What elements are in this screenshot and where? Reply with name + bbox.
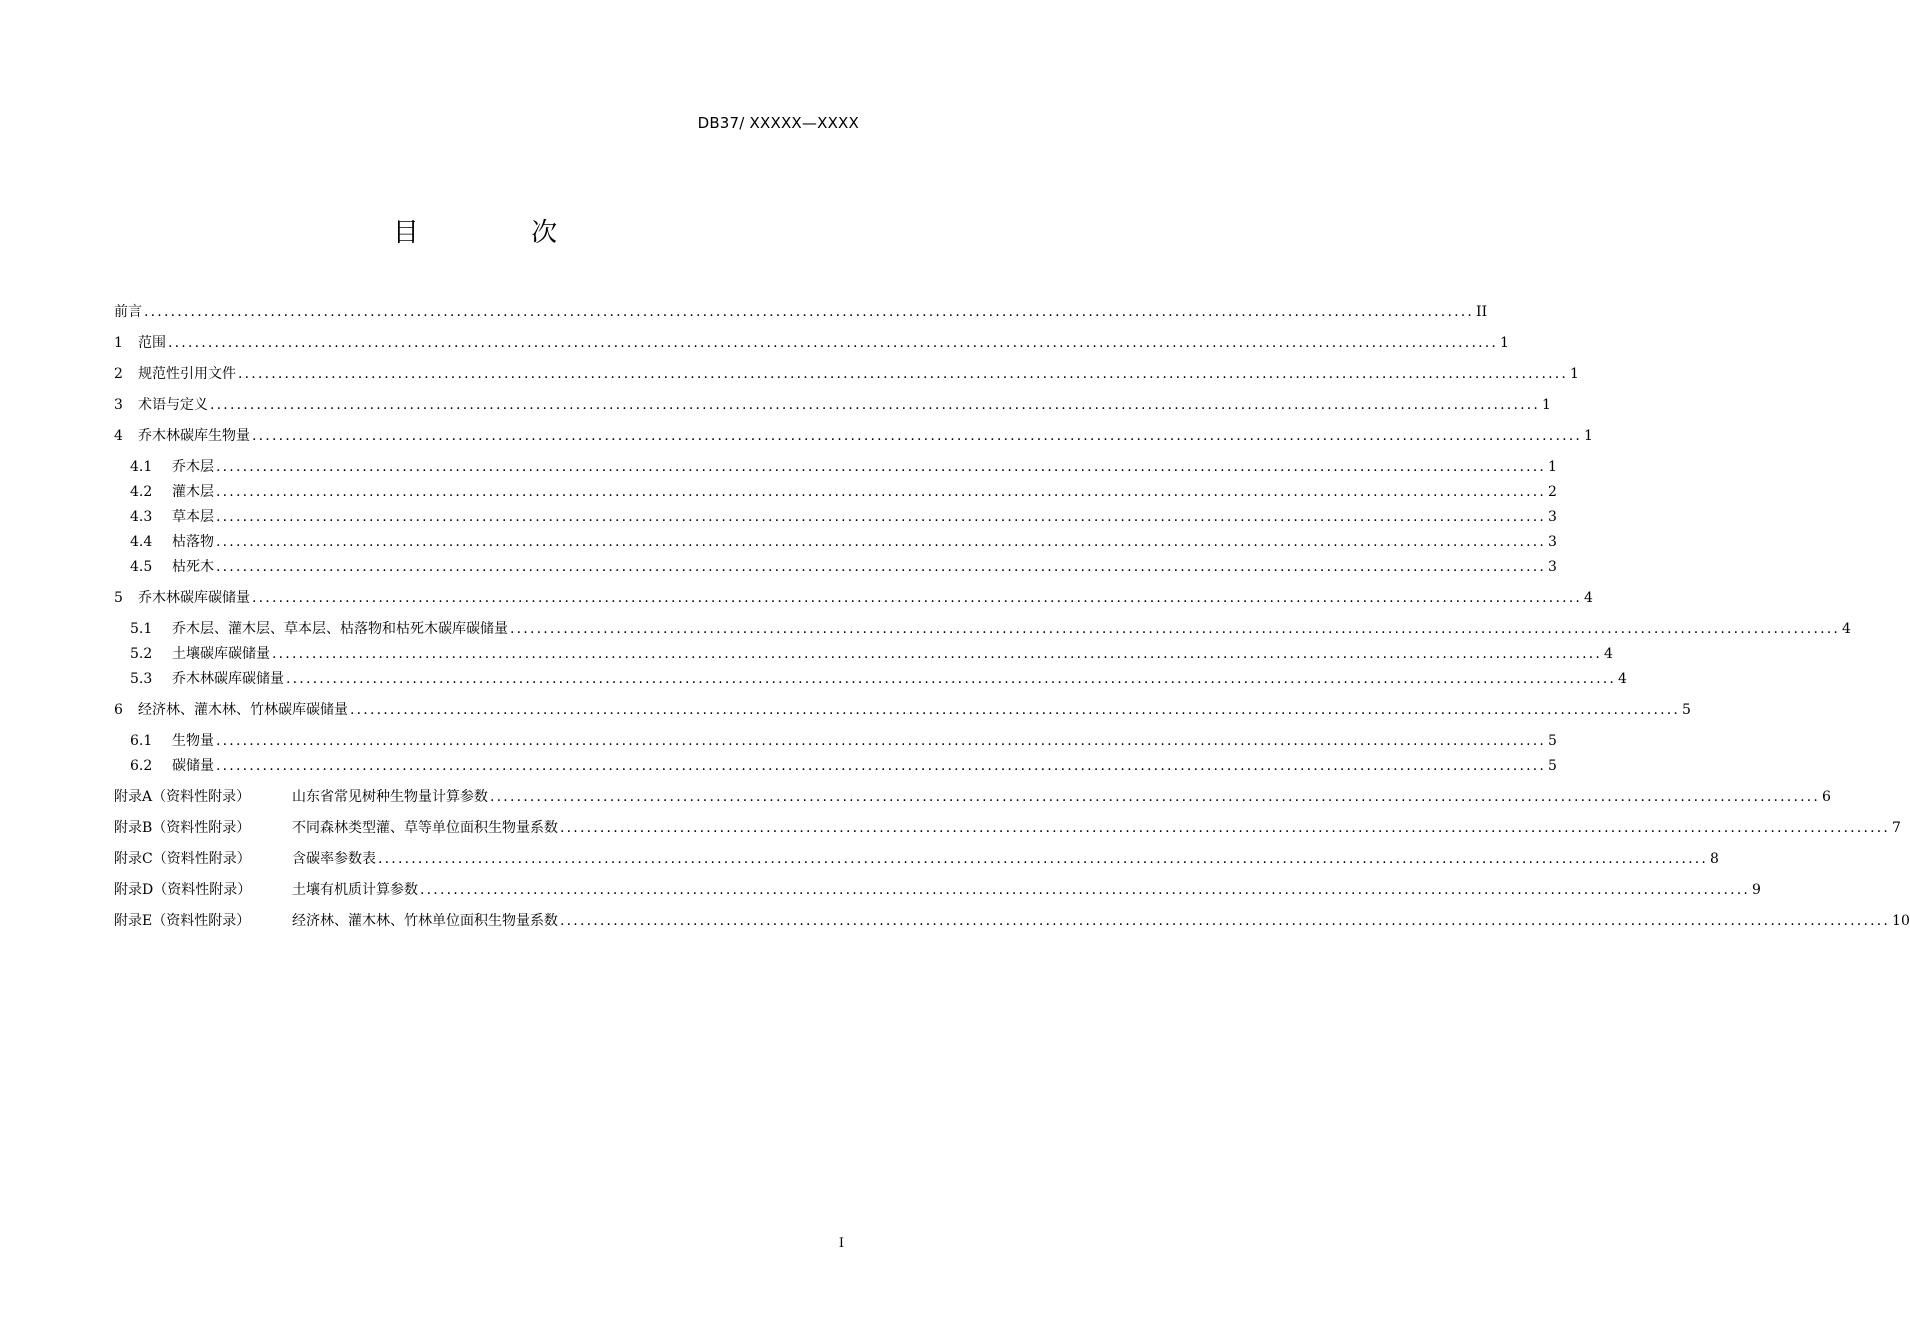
toc-entry-title: 术语与定义: [138, 397, 208, 413]
toc-appendix-entry[interactable]: [114, 816, 1901, 841]
toc-entry-page: 4: [1842, 621, 1851, 637]
toc-entry-title: 乔木层: [172, 459, 214, 475]
toc-entry-page: 4: [1618, 671, 1627, 687]
toc-entry-page: II: [1476, 304, 1488, 320]
toc-entry-page: 5: [1548, 733, 1557, 749]
toc-dot-leader: ........................................................................................................................................................................................................: [216, 559, 1547, 575]
toc-dot-leader: ........................................................................................................................................................................................................: [510, 621, 1841, 637]
toc-subentry[interactable]: [114, 455, 1557, 480]
toc-entry-number: 5.3: [130, 671, 153, 687]
toc-entry-number: 6.2: [130, 758, 153, 774]
toc-entry-title: 碳储量: [172, 758, 214, 774]
document-code: DB37/ XXXXX—XXXX: [697, 114, 859, 132]
toc-dot-leader: ........................................................................................................................................................................................................: [378, 851, 1709, 867]
toc-entry-number: 附录D（资料性附录）: [114, 882, 252, 898]
toc-entry-title: 土壤有机质计算参数: [292, 882, 418, 898]
table-of-contents: [114, 300, 1910, 934]
toc-entry-page: 8: [1710, 851, 1719, 867]
toc-entry-title: 范围: [138, 335, 166, 351]
toc-dot-leader: ........................................................................................................................................................................................................: [252, 590, 1583, 606]
toc-entry-title: 含碳率参数表: [292, 851, 376, 867]
toc-entry-page: 4: [1604, 646, 1613, 662]
toc-entry-number: 4.3: [130, 509, 153, 525]
toc-dot-leader: ........................................................................................................................................................................................................: [216, 459, 1547, 475]
toc-dot-leader: ........................................................................................................................................................................................................: [168, 335, 1499, 351]
toc-subentry[interactable]: [114, 754, 1557, 779]
toc-entry-number: 5.1: [130, 621, 153, 637]
toc-entry-number: 5.2: [130, 646, 153, 662]
toc-entry-number: 5: [114, 590, 123, 606]
toc-dot-leader: ........................................................................................................................................................................................................: [420, 882, 1751, 898]
toc-entry[interactable]: [114, 393, 1551, 418]
toc-dot-leader: ........................................................................................................................................................................................................: [238, 366, 1569, 382]
toc-entry-page: 3: [1548, 509, 1557, 525]
toc-subentry[interactable]: [114, 505, 1557, 530]
toc-entry-title: 前言: [114, 304, 142, 320]
toc-entry-page: 2: [1548, 484, 1557, 500]
toc-entry[interactable]: [114, 362, 1579, 387]
toc-dot-leader: ........................................................................................................................................................................................................: [350, 702, 1681, 718]
toc-entry-title: 乔木林碳库生物量: [138, 428, 250, 444]
toc-dot-leader: ........................................................................................................................................................................................................: [560, 913, 1891, 929]
toc-subentry[interactable]: [114, 642, 1613, 667]
toc-entry[interactable]: [114, 586, 1593, 611]
toc-dot-leader: ........................................................................................................................................................................................................: [216, 534, 1547, 550]
toc-subentry[interactable]: [114, 667, 1627, 692]
toc-entry[interactable]: [114, 331, 1509, 356]
toc-entry-title: 生物量: [172, 733, 214, 749]
toc-appendix-entry[interactable]: [114, 847, 1719, 872]
toc-entry-number: 附录E（资料性附录）: [114, 913, 251, 929]
toc-entry[interactable]: [114, 424, 1593, 449]
toc-entry-page: 4: [1584, 590, 1593, 606]
toc-entry[interactable]: [114, 300, 1488, 325]
toc-entry-number: 4: [114, 428, 123, 444]
toc-entry-title: 枯死木: [172, 559, 214, 575]
toc-entry-title: 不同森林类型灌、草等单位面积生物量系数: [292, 820, 558, 836]
toc-entry-number: 6: [114, 702, 123, 718]
toc-entry-title: 乔木林碳库碳储量: [138, 590, 250, 606]
toc-entry[interactable]: [114, 698, 1691, 723]
toc-entry-number: 2: [114, 366, 123, 382]
page-number: I: [838, 1236, 844, 1251]
toc-subentry[interactable]: [114, 617, 1851, 642]
toc-title: 目 次: [392, 218, 610, 248]
toc-dot-leader: ........................................................................................................................................................................................................: [210, 397, 1541, 413]
toc-entry-title: 枯落物: [172, 534, 214, 550]
toc-entry-number: 1: [114, 335, 123, 351]
toc-entry-number: 3: [114, 397, 123, 413]
toc-dot-leader: ........................................................................................................................................................................................................: [216, 484, 1547, 500]
toc-appendix-entry[interactable]: [114, 909, 1910, 934]
toc-dot-leader: ........................................................................................................................................................................................................: [252, 428, 1583, 444]
toc-entry-number: 4.4: [130, 534, 153, 550]
toc-entry-page: 5: [1682, 702, 1691, 718]
toc-appendix-entry[interactable]: [114, 785, 1831, 810]
toc-dot-leader: ........................................................................................................................................................................................................: [216, 509, 1547, 525]
toc-entry-page: 3: [1548, 559, 1557, 575]
toc-entry-number: 6.1: [130, 733, 153, 749]
toc-subentry[interactable]: [114, 530, 1557, 555]
toc-entry-page: 1: [1584, 428, 1593, 444]
toc-dot-leader: ........................................................................................................................................................................................................: [144, 304, 1475, 320]
toc-entry-page: 3: [1548, 534, 1557, 550]
toc-subentry[interactable]: [114, 555, 1557, 580]
toc-entry-title: 规范性引用文件: [138, 366, 236, 382]
toc-appendix-entry[interactable]: [114, 878, 1761, 903]
toc-dot-leader: ........................................................................................................................................................................................................: [490, 789, 1821, 805]
toc-entry-page: 1: [1542, 397, 1551, 413]
toc-entry-number: 4.5: [130, 559, 153, 575]
toc-dot-leader: ........................................................................................................................................................................................................: [560, 820, 1891, 836]
toc-entry-number: 附录B（资料性附录）: [114, 820, 251, 836]
toc-entry-title: 经济林、灌木林、竹林碳库碳储量: [138, 702, 348, 718]
toc-entry-page: 1: [1548, 459, 1557, 475]
toc-entry-page: 10: [1892, 913, 1910, 929]
toc-entry-number: 4.1: [130, 459, 153, 475]
toc-entry-number: 附录C（资料性附录）: [114, 851, 251, 867]
toc-dot-leader: ........................................................................................................................................................................................................: [286, 671, 1617, 687]
toc-entry-page: 5: [1548, 758, 1557, 774]
toc-subentry[interactable]: [114, 729, 1557, 754]
toc-entry-page: 7: [1892, 820, 1901, 836]
toc-entry-title: 乔木林碳库碳储量: [172, 671, 284, 687]
toc-dot-leader: ........................................................................................................................................................................................................: [216, 733, 1547, 749]
toc-entry-page: 1: [1570, 366, 1579, 382]
toc-entry-number: 附录A（资料性附录）: [114, 789, 251, 805]
toc-entry-page: 1: [1500, 335, 1509, 351]
toc-entry-title: 灌木层: [172, 484, 214, 500]
toc-dot-leader: ........................................................................................................................................................................................................: [272, 646, 1603, 662]
toc-dot-leader: ........................................................................................................................................................................................................: [216, 758, 1547, 774]
toc-entry-title: 经济林、灌木林、竹林单位面积生物量系数: [292, 913, 558, 929]
toc-entry-title: 山东省常见树种生物量计算参数: [292, 789, 488, 805]
toc-entry-page: 6: [1822, 789, 1831, 805]
toc-entry-title: 草本层: [172, 509, 214, 525]
toc-entry-title: 土壤碳库碳储量: [172, 646, 270, 662]
toc-subentry[interactable]: [114, 480, 1557, 505]
toc-entry-title: 乔木层、灌木层、草本层、枯落物和枯死木碳库碳储量: [172, 621, 508, 637]
toc-entry-number: 4.2: [130, 484, 153, 500]
toc-entry-page: 9: [1752, 882, 1761, 898]
